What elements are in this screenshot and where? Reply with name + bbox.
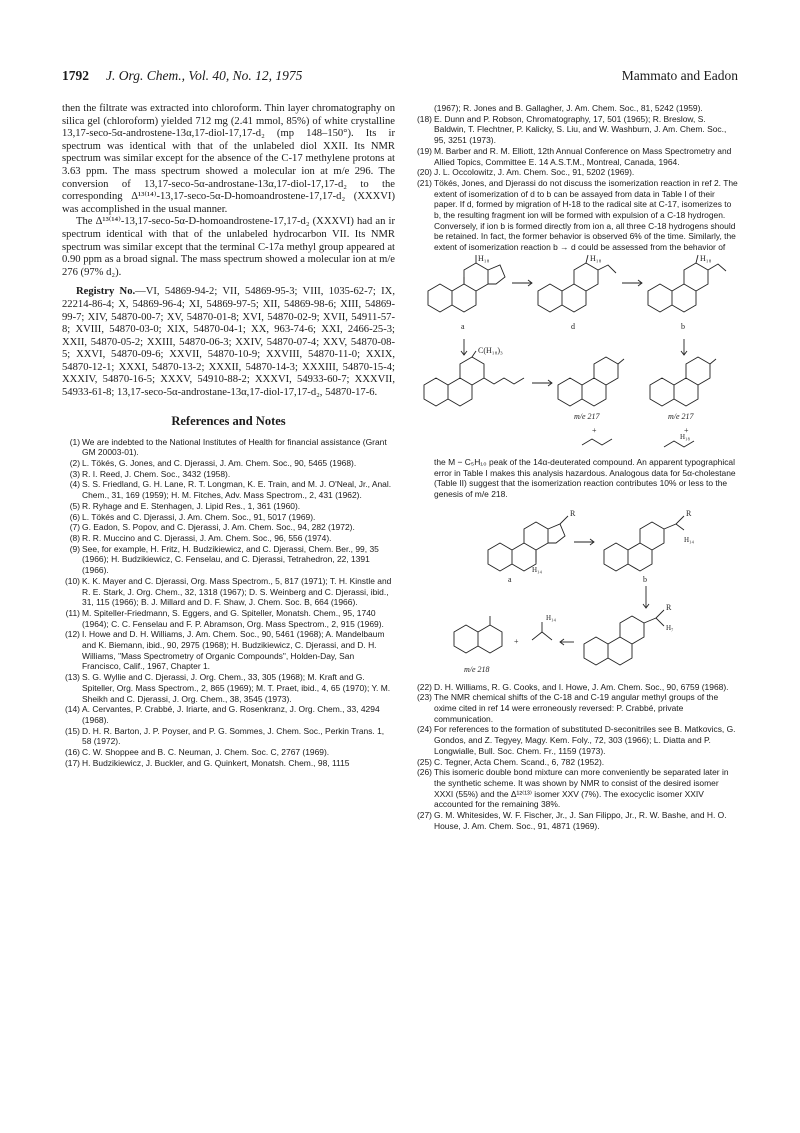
steroid-2b-structure — [604, 516, 684, 571]
reference-number: (8) — [69, 532, 80, 543]
reference-text: C. Tegner, Acta Chem. Scand., 6, 782 (1952). — [434, 756, 605, 767]
right-column — [414, 103, 738, 832]
scheme2-plus-sign: + — [514, 636, 519, 646]
h14-label-1: H₁₄ — [532, 565, 542, 574]
reference-number: (4) — [69, 479, 80, 490]
reference-number: (23) — [416, 692, 432, 703]
reference-number: (25) — [416, 756, 432, 767]
reference-number: (26) — [416, 767, 432, 778]
body-paragraph-2: The Δ¹³⁽¹⁴⁾-13,17-seco-5α-D-homoandrostene-17,17-d₂ (XXXVI) had an ir spectrum identical with that of the unlabeled hydrocarbon VII. Its NMR spectrum was similar except that the terminal C-17a methyl group appeared at 0.90 ppm as a broad signal. The mass spectrum showed a molecular ion at m/e 276 (97% d₂). — [62, 216, 395, 278]
h18-label-1: H₁₈ — [478, 253, 490, 263]
reference-text: G. M. Whitesides, W. F. Fischer, Jr., J. San Filippo, Jr., R. W. Bashe, and H. O. House, J. Am. Chem. Soc., 91, 4871 (1969). — [434, 810, 727, 831]
reference-number: (21) — [416, 177, 432, 188]
reference-number: (22) — [416, 681, 432, 692]
me-217-label-1: m/e 217 — [574, 411, 600, 421]
reference-text: L. Tökés, G. Jones, and C. Djerassi, J. Am. Chem. Soc., 90, 5465 (1968). — [82, 458, 357, 469]
decalin-fragment-structure — [454, 616, 502, 653]
reference-item — [62, 544, 395, 576]
reference-17-continuation: (1967); R. Jones and B. Gallagher, J. Am. Chem. Soc., 81, 5242 (1959). — [434, 103, 703, 113]
scheme2-label-b: b — [643, 574, 647, 584]
reference-number: (10) — [64, 575, 80, 586]
reference-text: R. R. Muccino and C. Djerassi, J. Am. Chem. Soc., 96, 556 (1974). — [82, 532, 332, 543]
reference-text: This isomeric double bond mixture can more conveniently be separated later in the synthetic scheme. It was shown by NMR to consist of the desired isomer XXXI (55%) and the Δ¹²⁽¹³⁾ isomer XXV (7%). The exocyclic isomer XXIV accounted for the remaining 38%. — [434, 767, 729, 810]
steroid-d-structure — [538, 255, 616, 312]
reference-text: C. W. Shoppee and B. C. Neuman, J. Chem. Soc. C, 2767 (1969). — [82, 747, 330, 758]
left-column — [62, 103, 395, 768]
h7-label: H₇ — [666, 623, 674, 632]
plus-sign-2: + — [684, 425, 689, 435]
r-label-3: R — [666, 602, 672, 612]
reference-number: (20) — [416, 167, 432, 178]
steroid-2a-structure — [488, 516, 568, 571]
scheme1-label-d: d — [571, 321, 575, 331]
journal-citation: J. Org. Chem., Vol. 40, No. 12, 1975 — [106, 68, 303, 83]
reference-number: (2) — [69, 458, 80, 469]
body-paragraph-1: then the filtrate was extracted into chloroform. Thin layer chromatography on silica gel (chloroform) yielded 712 mg (2.41 mmol, 85%) of white crystalline 13,17-seco-5α-androstene-13α,17-diol-17,17-d₂ (mp 148–150°). Its ir spectrum was identical with that of the unlabeled diol XXII. Its NMR spectrum was similar except for the absence of the C-17 methylene protons at 3.63 ppm. The mass spectrum showed a molecular ion at m/e 296. The conversion of 13,17-seco-5α-androstane-13α,17-diol-17,17-d₂ to the corresponding Δ¹³⁽¹⁴⁾-13,17-seco-5α-D-homoandrostene-17,17-d₂ (XXXVI) was accomplished in the usual manner. — [62, 103, 395, 215]
reference-text: D. H. Williams, R. G. Cooks, and I. Howe, J. Am. Chem. Soc., 90, 6759 (1968). — [434, 681, 729, 692]
reference-text: H. Budzikiewicz, J. Buckler, and G. Quinkert, Monatsh. Chem., 98, 1115 — [82, 757, 350, 768]
reference-number: (19) — [416, 145, 432, 156]
reference-text: The NMR chemical shifts of the C-18 and C-19 angular methyl groups of the oxime cited in ref 14 were erroneously reversed: P. Crabbé, private communication. — [434, 692, 719, 724]
page-number: 1792 — [62, 68, 89, 83]
h18-label-3: H₁₈ — [700, 253, 712, 263]
reference-number: (18) — [416, 113, 432, 124]
reference-item — [414, 757, 738, 768]
reference-number: (6) — [69, 511, 80, 522]
reference-item — [414, 724, 738, 756]
references-list-right-bottom — [414, 682, 738, 832]
scheme-1-drawing — [414, 253, 738, 453]
reference-item — [62, 522, 395, 533]
reference-item — [414, 682, 738, 693]
reference-item — [62, 501, 395, 512]
reference-text: M. Spiteller-Friedmann, S. Eggers, and G. Spiteller, Monatsh. Chem., 95, 1740 (1964); C. C. Fenselau and F. P. Abramson, Org. Mass Spectrom., 2, 915 (1969). — [82, 607, 384, 629]
registry-lead: Registry No. — [76, 286, 136, 298]
reference-item — [62, 512, 395, 523]
reference-number: (27) — [416, 810, 432, 821]
reference-item — [62, 437, 395, 458]
references-list-left — [62, 437, 395, 769]
reference-text: J. L. Occolowitz, J. Am. Chem. Soc., 91, 5202 (1969). — [434, 167, 635, 178]
references-list-right-top — [414, 114, 738, 253]
reference-number: (5) — [69, 500, 80, 511]
reference-item — [62, 608, 395, 629]
reference-item — [62, 458, 395, 469]
reference-item — [62, 629, 395, 672]
reference-text: R. Ryhage and E. Stenhagen, J. Lipid Res., 1, 361 (1960). — [82, 500, 301, 511]
reference-text: For references to the formation of substituted D-seconitriles see B. Matkovics, G. Gondos, and Z. Tegyey, Magy. Kem. Foly., 72, 303 (1966); L. Diatta and P. Longwialle, Bull. Soc. Chem. Fr., 1159 (1973). — [434, 724, 736, 756]
reference-number: (15) — [64, 725, 80, 736]
reference-text: E. Dunn and P. Robson, Chromatography, 17, 501 (1965); R. Breslow, S. Baldwin, T. Flechtner, P. Kalicky, S. Liu, and W. Washburn, J. Am. Chem. Soc., 95, 3251 (1973). — [434, 113, 727, 146]
h14-label-2: H₁₄ — [684, 535, 694, 544]
reference-text: See, for example, H. Fritz, H. Budzikiewicz, and C. Djerassi, Chem. Ber., 99, 35 (1966); H. Budzikiewicz, C. Fenselau, and C. Djerassi, Tetrahedron, 22, 1391 (1966). — [82, 543, 379, 576]
reference-item — [62, 726, 395, 747]
reference-item — [414, 114, 738, 146]
reference-text: M. Barber and R. M. Elliott, 12th Annual Conference on Mass Spectrometry and Allied Topics, Committee E. 14 A.S.T.M., Montreal, Canada, 1964. — [434, 145, 732, 167]
reference-text: G. Eadon, S. Popov, and C. Djerassi, J. Am. Chem. Soc., 94, 282 (1972). — [82, 522, 355, 533]
reference-item — [62, 479, 395, 500]
reference-item — [62, 672, 395, 704]
reference-item — [414, 810, 738, 831]
reference-number: (11) — [65, 607, 80, 618]
me-218-label: m/e 218 — [464, 664, 490, 674]
scheme-1 — [414, 253, 738, 453]
reference-text: I. Howe and D. H. Williams, J. Am. Chem. Soc., 90, 5461 (1968); A. Mandelbaum and K. Biemann, ibid., 90, 2975 (1968); H. Budzikiewicz, C. Djerassi, and D. H. Williams, "Mass Spectrometry of Organic Compounds", Holden-Day, San Francisco, Calif., 1967, Chapter 1. — [82, 629, 385, 672]
reference-item — [62, 704, 395, 725]
tricyclic-ion-2-structure — [650, 357, 716, 406]
reference-item — [62, 758, 395, 769]
reference-number: (9) — [69, 543, 80, 554]
reference-item — [414, 767, 738, 810]
h14-label-3: H₁₄ — [546, 613, 556, 622]
reference-text: L. Tökés and C. Djerassi, J. Am. Chem. Soc., 91, 5017 (1969). — [82, 511, 316, 522]
note-21-continuation: the M − C₅H₁₀ peak of the 14α-deuterated compound. An apparent typographical error in Table I makes this analysis hazardous. Analogous data for 5α-cholestane (Table II) suggest that the isomerization reaction contributes 10% or less to the genesis of m/e 218. — [434, 456, 736, 499]
reference-number: (3) — [69, 468, 80, 479]
h18-label-2: H₁₈ — [590, 253, 602, 263]
seco-steroid-structure — [424, 351, 524, 406]
reference-number: (1) — [69, 436, 80, 447]
r-label-2: R — [686, 508, 692, 518]
scheme2-label-a: a — [508, 574, 512, 584]
reference-number: (14) — [64, 704, 80, 715]
scheme-2-drawing — [414, 506, 738, 678]
steroid-a-structure — [428, 255, 505, 312]
reference-item — [414, 178, 738, 253]
reference-number: (7) — [69, 522, 80, 533]
reference-item — [62, 747, 395, 758]
reference-item — [62, 576, 395, 608]
tricyclic-ion-1-structure — [558, 357, 624, 406]
reference-number: (16) — [64, 747, 80, 758]
reference-text: R. I. Reed, J. Chem. Soc., 3432 (1958). — [82, 468, 231, 479]
registry-text: —VI, 54869-94-2; VII, 54869-95-3; VIII, 1035-62-7; IX, 22214-86-4; X, 54869-96-4; XI, 54869-97-5; XII, 54869-98-6; XIII, 54869-99-7; XIV, 54870-00-7; XV, 54870-01-8; XVI, 54870-02-9; XVII, 54911-57-8; XVIII, 54870-03-0; XIX, 54870-04-1; XX, 963-74-6; XXI, 2466-25-3; XXII, 54870-05-2; XXIII, 54870-06-3; XXIV, 54870-07-4; XXV, 54870-08-5; XXVI, 54870-09-6; XXVII, 54870-10-9; XXVIII, 54870-11-0; XXIX, 54870-12-1; XXXI, 54870-13-2; XXXII, 54870-14-3; XXXIII, 54870-15-4; XXXIV, 54870-16-5; XXXV, 54910-88-2; XXXVI, 54933-60-7; XXXVII, 54933-61-8; 13,17-seco-5α-androstane-13α,17-diol-17,17-d₂, 54870-17-6. — [62, 286, 395, 399]
running-head — [62, 68, 738, 88]
reference-item — [414, 692, 738, 724]
reference-item — [62, 469, 395, 480]
reference-text: S. S. Friedland, G. H. Lane, R. T. Longman, K. E. Train, and M. J. O'Neal, Jr., Anal. Chem., 31, 169 (1959); H. M. Fitches, Adv. Mass Spectrom., 2, 431 (1962). — [82, 479, 392, 501]
reference-item — [414, 167, 738, 178]
registry-paragraph — [62, 286, 395, 399]
h18-label-bottom: H₁₈ — [680, 432, 690, 441]
plus-sign-1: + — [592, 425, 597, 435]
reference-text: We are indebted to the National Institutes of Health for financial assistance (Grant GM 20003-01). — [82, 436, 387, 458]
reference-number: (24) — [416, 724, 432, 735]
steroid-2c-structure — [584, 610, 664, 665]
reference-number: (13) — [64, 672, 80, 683]
scheme-2 — [414, 506, 738, 678]
scheme1-label-a: a — [461, 321, 465, 331]
reference-item — [62, 533, 395, 544]
ch3-label: C(H₁₈)₃ — [478, 345, 503, 355]
reference-item — [414, 146, 738, 167]
references-heading: References and Notes — [171, 413, 286, 428]
reference-text: K. K. Mayer and C. Djerassi, Org. Mass Spectrom., 5, 817 (1971); T. H. Kinstle and R. E. Stark, J. Org. Chem., 32, 1318 (1967); D. S. Weinberg and C. Djerassi, ibid., 31, 115 (1966); B. J. Millard and D. F. Shaw, J. Chem. Soc. B, 664 (1966). — [82, 575, 392, 608]
scheme1-label-b: b — [681, 321, 685, 331]
r-label-1: R — [570, 508, 576, 518]
reference-text: A. Cervantes, P. Crabbé, J. Iriarte, and G. Rosenkranz, J. Org. Chem., 33, 4294 (1968). — [82, 704, 380, 725]
steroid-b-structure — [648, 255, 726, 312]
reference-text: Tökés, Jones, and Djerassi do not discuss the isomerization reaction in ref 2. The extent of isomerization of d to b can be assayed from data in Table I of their paper. If d, formed by migration of H-18 to the radical site at C-17, isomerizes to b, the resulting fragment ion will be formed with expulsion of a C-18 hydrogen. Conversely, if ion b is formed directly from ion a, all three C-18 hydrogens should be retained. In fact, the former behavior is observed 6% of the time. Similarly, the extent of isomerization reaction b → d could be assessed from the behavior of — [434, 177, 738, 253]
me-217-label-2: m/e 217 — [668, 411, 694, 421]
reference-number: (12) — [64, 629, 80, 640]
reference-number: (17) — [64, 757, 80, 768]
reference-text: S. G. Wyllie and C. Djerassi, J. Org. Chem., 33, 305 (1968); M. Kraft and G. Spiteller, Org. Mass Spectrom., 2, 865 (1969); M. T. Praet, ibid., 4, 65 (1970); Y. M. Sheikh and C. Djerassi, J. Org. Chem., 38, 3545 (1973). — [82, 672, 391, 704]
reference-text: D. H. R. Barton, J. P. Poyser, and P. G. Sommes, J. Chem. Soc., Perkin Trans. 1, 58 (1972). — [82, 725, 385, 747]
author-names: Mammato and Eadon — [621, 68, 738, 83]
